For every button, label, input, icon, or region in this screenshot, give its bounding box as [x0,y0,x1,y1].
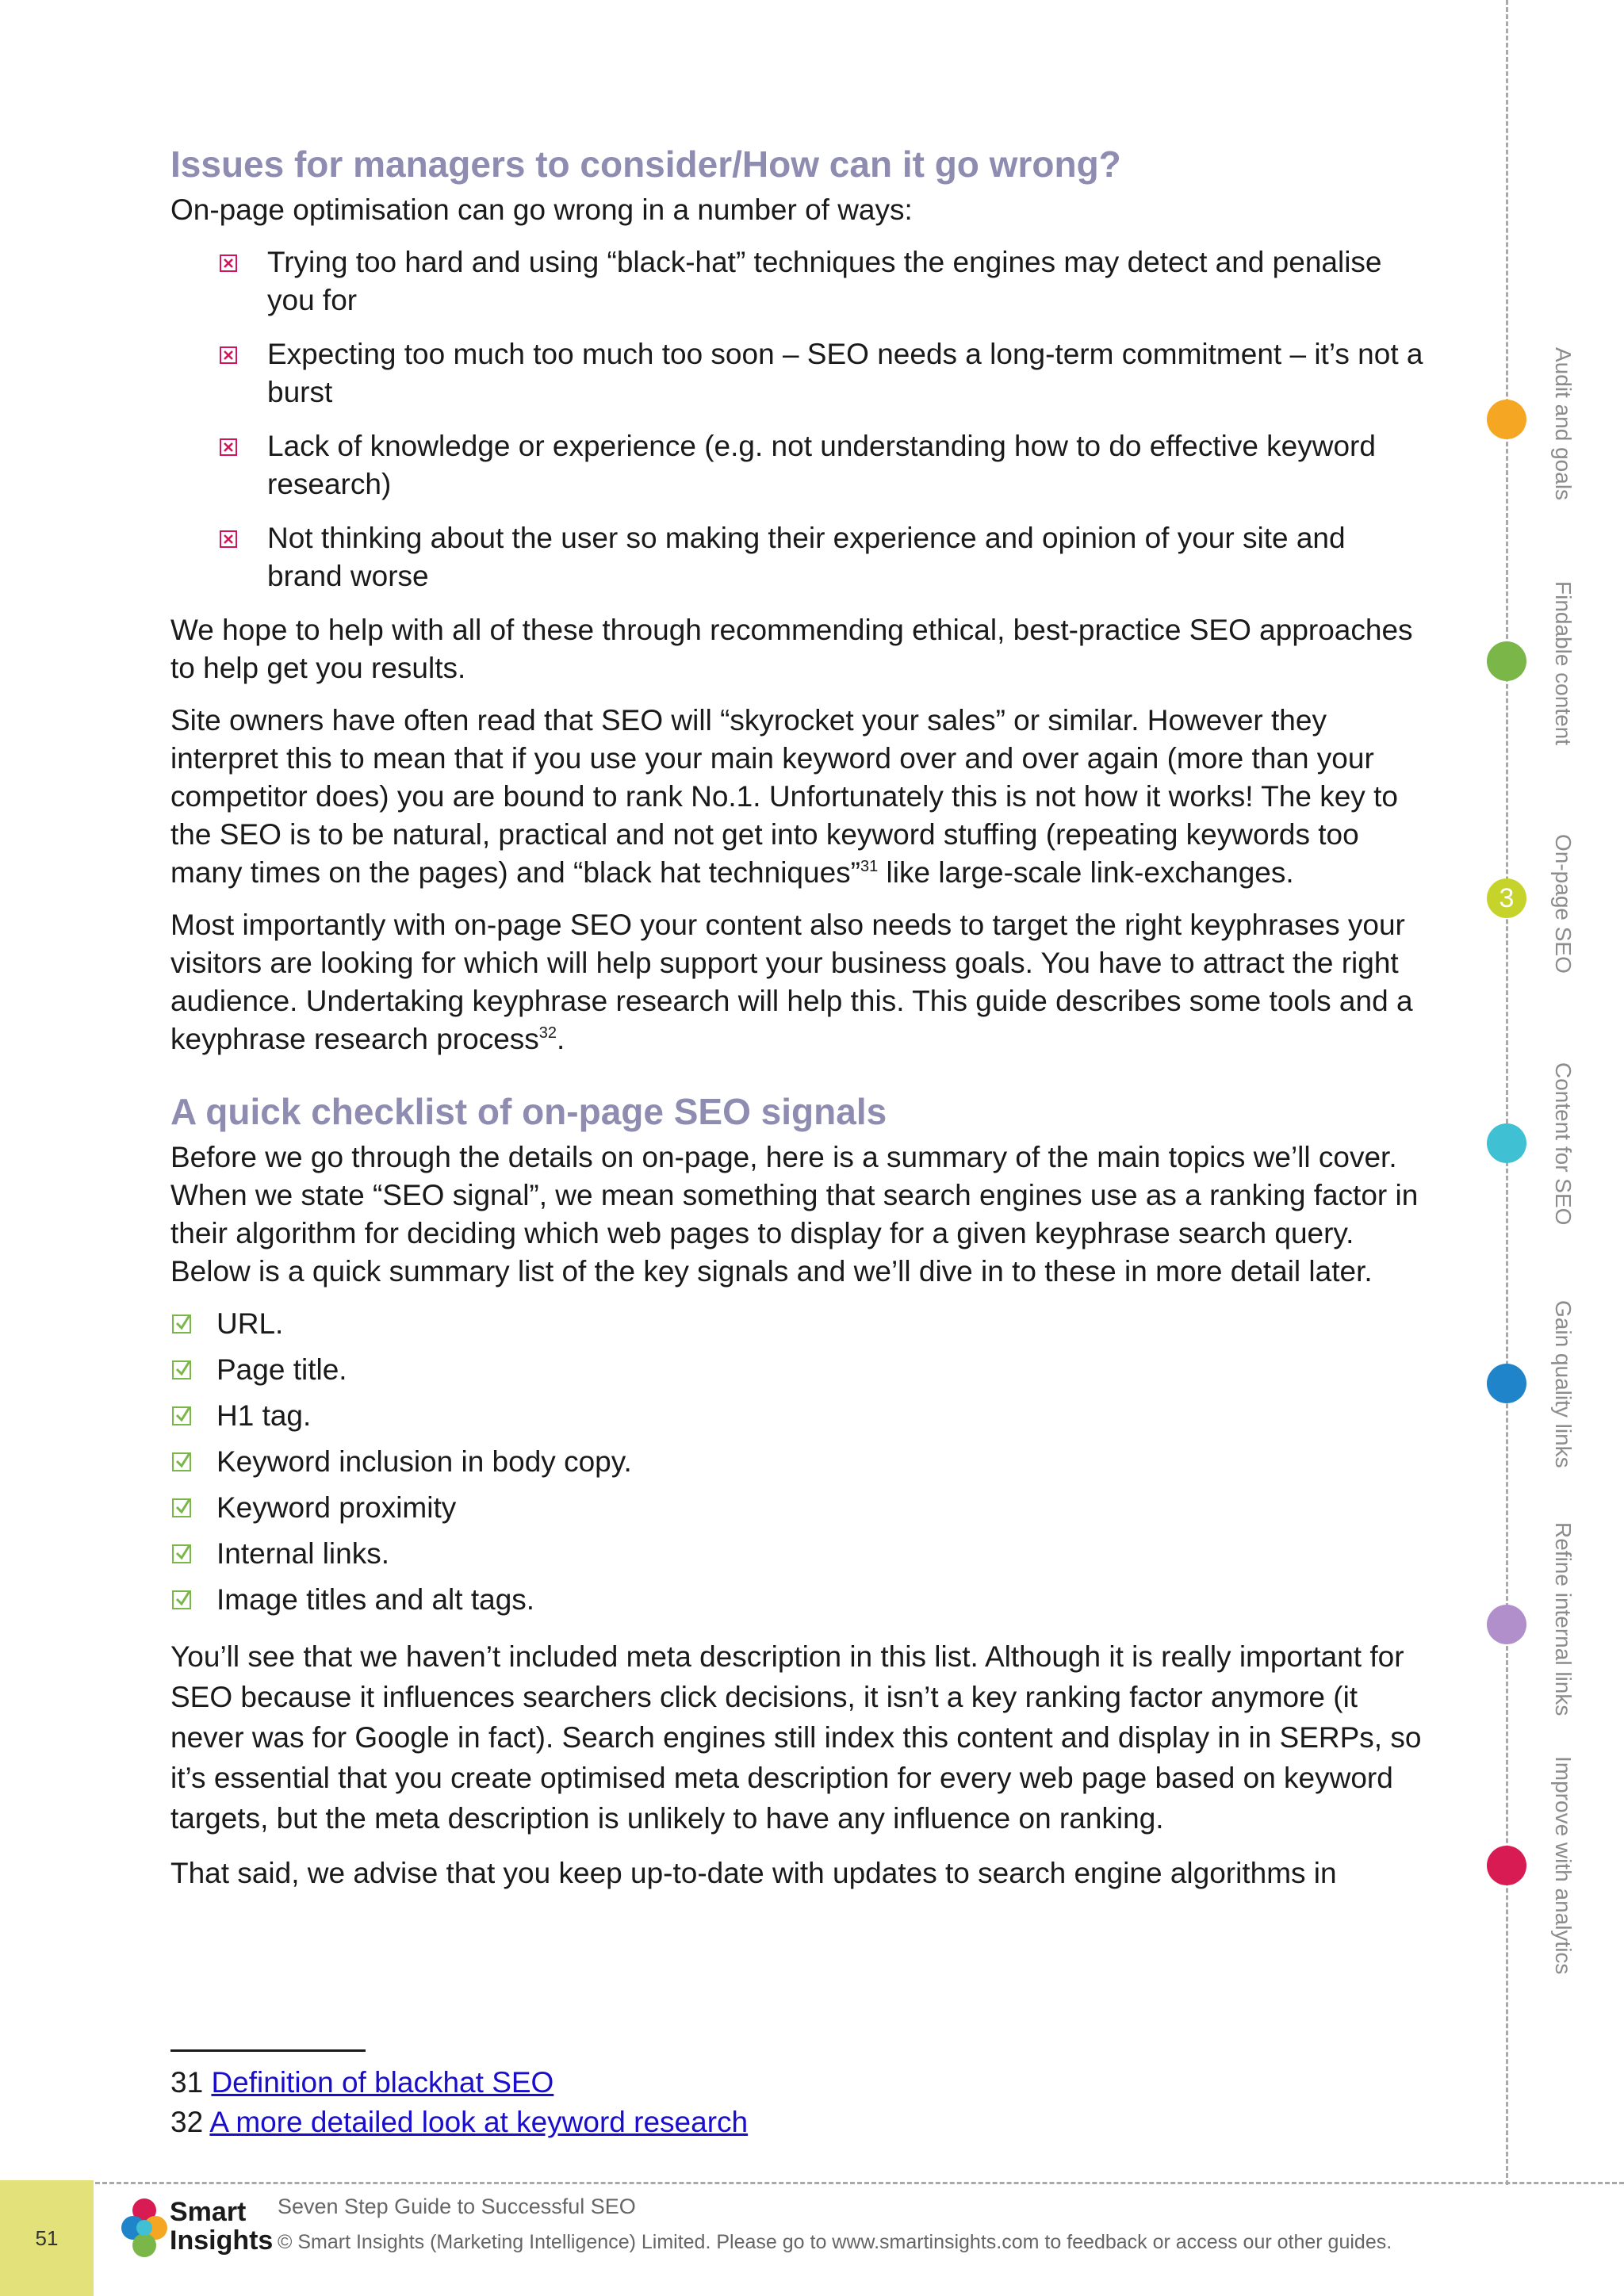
step-label-content[interactable]: Content for SEO [1551,1062,1576,1226]
issue-text: Lack of knowledge or experience (e.g. not understanding how to do effective keyword research) [267,430,1376,501]
step-dot-onpage[interactable]: 3 [1487,878,1526,918]
section-heading-checklist: A quick checklist of on-page SEO signals [170,1091,887,1133]
paragraph-meta-description: You’ll see that we haven’t included meta description in this list. Although it is really important for SEO because it influences searchers click decisions, it isn’t a key ranking factor anymore (it never was for Google in fact). Search engines still index this content and display in in SERPs, so it’s essential that you create optimised meta description for every web page based on keyword targets, but the meta description is unlikely to have any influence on ranking. [170,1640,1422,1835]
footnote-link-keyword-research[interactable]: A more detailed look at keyword research [209,2106,749,2138]
footnote-divider [170,2049,366,2052]
checkbox-checked-icon [172,1314,191,1334]
issue-text: Expecting too much too much too soon – SEO needs a long-term commitment – it’s not a burst [267,338,1423,409]
list-item [220,335,1423,411]
footnote-ref-31[interactable]: 31 [860,858,879,876]
step-dot-content[interactable] [1487,1123,1526,1163]
list-item: H1 tag. [170,1397,1423,1435]
step-dot-analytics[interactable] [1487,1846,1526,1885]
footnote-ref-32[interactable]: 32 [538,1024,557,1043]
step-label-findable[interactable]: Findable content [1551,581,1576,746]
section-heading-issues: Issues for managers to consider/How can it go wrong? [170,144,1121,185]
cross-box-icon [220,254,237,272]
list-item: Keyword inclusion in body copy. [170,1443,1423,1481]
paragraph-algorithm-updates: That said, we advise that you keep up-to-date with updates to search engine algorithms in [170,1857,1337,1890]
issues-list [170,243,1423,595]
step-label-onpage[interactable]: On-page SEO [1551,834,1576,974]
list-item [220,427,1423,503]
list-item: Page title. [170,1351,1423,1389]
footnote-32: 32 A more detailed look at keyword research [170,2106,749,2138]
issue-text: Trying too hard and using “black-hat” techniques the engines may detect and penalise you for [267,246,1382,317]
footnote-31: 31 Definition of blackhat SEO [170,2066,554,2099]
footer-guide-title: Seven Step Guide to Successful SEO [278,2195,636,2218]
list-item [220,243,1423,320]
footnote-link-blackhat[interactable]: Definition of blackhat SEO [211,2066,554,2099]
list-item [220,519,1423,595]
issues-intro: On-page optimisation can go wrong in a number of ways: [170,193,913,227]
list-item: Image titles and alt tags. [170,1581,1423,1619]
footer-divider [95,2182,1624,2184]
step-label-analytics[interactable]: Improve with analytics [1551,1756,1576,1975]
logo-mark-icon [121,2196,168,2263]
step-label-internal[interactable]: Refine internal links [1551,1522,1576,1716]
paragraph-keyphrases: Most importantly with on-page SEO your content also needs to target the right keyphrases your visitors are looking for which will help support your business goals. You have to attract the right audience. Undertaking keyphrase research will help this. This guide describes some tools and a keyphrase research process$^{32}$. [170,909,1413,1056]
step-label-audit[interactable]: Audit and goals [1551,347,1576,501]
seo-signals-checklist [170,1305,1423,1619]
step-dot-internal[interactable] [1487,1605,1526,1644]
checkbox-checked-icon [172,1452,191,1471]
checkbox-checked-icon [172,1360,191,1380]
checkbox-checked-icon [172,1406,191,1425]
cross-box-icon [220,438,237,456]
step-dot-links[interactable] [1487,1364,1526,1403]
checklist-intro: Before we go through the details on on-page, here is a summary of the main topics we’ll cover. When we state “SEO signal”, we mean something that search engines use as a ranking factor in their algorithm for deciding which web pages to display for a given keyphrase search query. Below is a quick summary list of the key signals and we’ll dive in to these in more detail later. [170,1141,1419,1288]
step-label-links[interactable]: Gain quality links [1551,1300,1576,1468]
page-number: 51 [0,2180,94,2296]
issue-text: Not thinking about the user so making their experience and opinion of your site and brand worse [267,522,1346,593]
paragraph-ethical: We hope to help with all of these through recommending ethical, best-practice SEO approaches to help get you results. [170,614,1413,685]
main-content [170,143,1423,1907]
cross-box-icon [220,530,237,548]
list-item: Keyword proximity [170,1489,1423,1527]
footnotes [170,2049,748,2142]
list-item: URL. [170,1305,1423,1343]
step-dot-audit[interactable] [1487,400,1526,439]
checkbox-checked-icon [172,1544,191,1563]
footer-copyright: © Smart Insights (Marketing Intelligence) Limited. Please go to www.smartinsights.com to feedback or access our other guides. [278,2231,1392,2253]
logo-text: Smart Insights [170,2197,274,2256]
smart-insights-logo [121,2196,274,2263]
paragraph-skyrocket: Site owners have often read that SEO will “skyrocket your sales” or similar. However they interpret this to mean that if you use your main keyword over and over again (more than your competitor does) you are bound to rank No.1. Unfortunately this is not how it works! The key to the SEO is to be natural, practical and not get into keyword stuffing (repeating keywords too many times on the pages) and “black hat techniques”$^{31}$ like large-scale link-exchanges. [170,704,1398,890]
cross-box-icon [220,346,237,364]
list-item: Internal links. [170,1535,1423,1573]
checkbox-checked-icon [172,1498,191,1517]
step-dot-findable[interactable] [1487,641,1526,681]
checkbox-checked-icon [172,1590,191,1609]
